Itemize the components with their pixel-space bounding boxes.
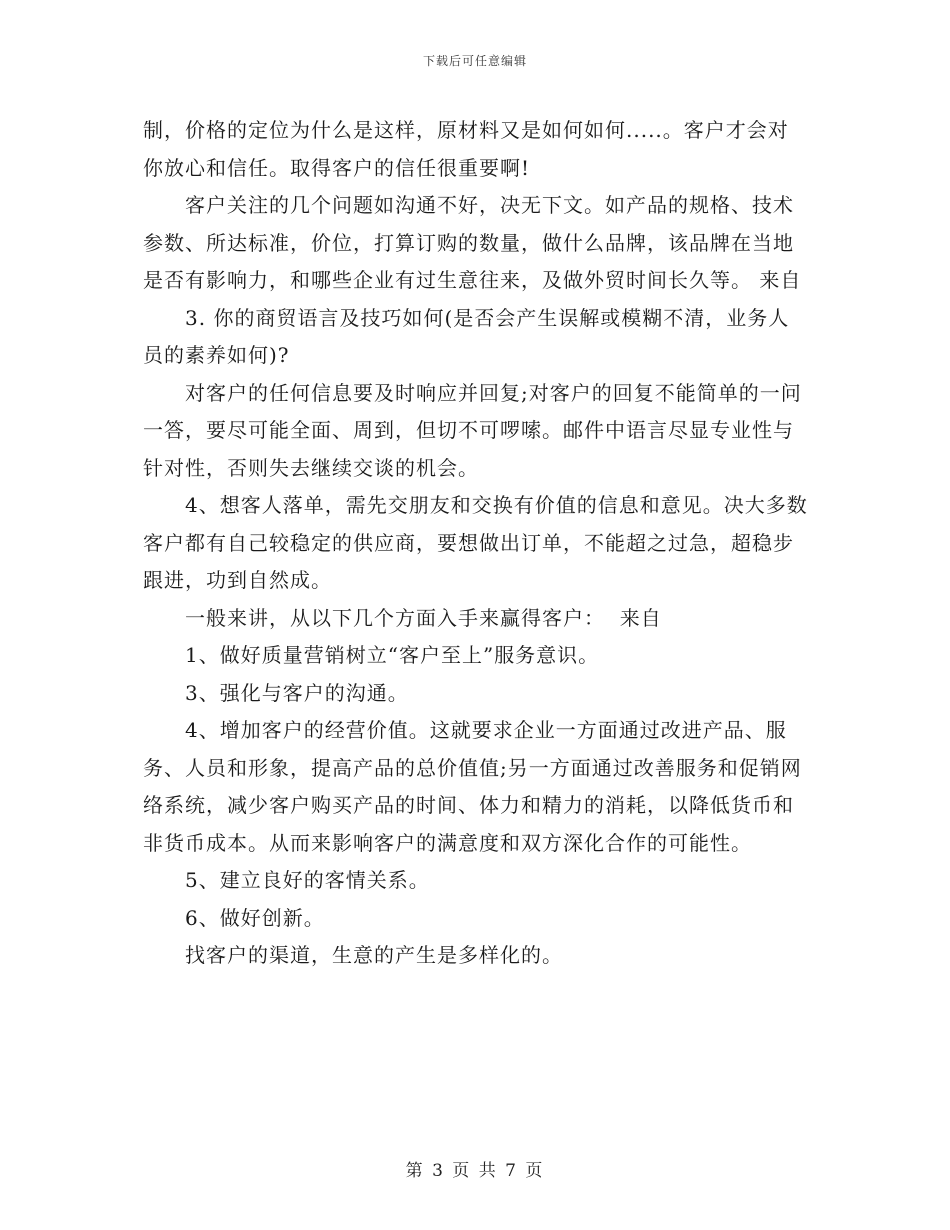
paragraph: 4、想客人落单，需先交朋友和交换有价值的信息和意见。决大多数客户都有自己较稳定的供应商，要想做出订单，不能超之过急，超稳步跟进，功到自然成。 [143, 493, 808, 592]
document-body [143, 112, 808, 975]
page-number-footer: 第 3 页 共 7 页 [405, 1161, 545, 1181]
paragraph: 客户关注的几个问题如沟通不好，决无下文。如产品的规格、技术参数、所达标准，价位，打算订购的数量，做什么品牌，该品牌在当地是否有影响力，和哪些企业有过生意往来，及做外贸时间长久等。 来自 [143, 193, 802, 292]
paragraph: 对客户的任何信息要及时响应并回复;对客户的回复不能简单的一问一答，要尽可能全面、周到，但切不可啰嗦。邮件中语言尽显专业性与针对性，否则失去继续交谈的机会。 [143, 380, 802, 480]
paragraph: 制，价格的定位为什么是这样，原材料又是如何如何.....。客户才会对你放心和信任。取得客户的信任很重要啊! [143, 118, 789, 180]
paragraph: 3. 你的商贸语言及技巧如何(是否会产生误解或模糊不清，业务人员的素养如何)? [143, 305, 790, 367]
paragraph: 一般来讲，从以下几个方面入手来赢得客户： 来自 [185, 605, 662, 630]
paragraph: 1、做好质量营销树立“客户至上”服务意识。 [185, 643, 600, 667]
paragraph: 4、增加客户的经营价值。这就要求企业一方面通过改进产品、服务、人员和形象，提高产品的总价值值;另一方面通过改善服务和促销网络系统，减少客户购买产品的时间、体力和精力的消耗，以降低货币和非货币成本。从而来影响客户的满意度和双方深化合作的可能性。 [143, 718, 802, 855]
paragraph: 5、建立良好的客情关系。 [185, 868, 430, 892]
paragraph: 6、做好创新。 [185, 905, 325, 930]
page-header: 下载后可任意编辑 [422, 54, 527, 68]
paragraph: 3、强化与客户的沟通。 [185, 680, 409, 705]
paragraph: 找客户的渠道，生意的产生是多样化的。 [185, 943, 563, 967]
